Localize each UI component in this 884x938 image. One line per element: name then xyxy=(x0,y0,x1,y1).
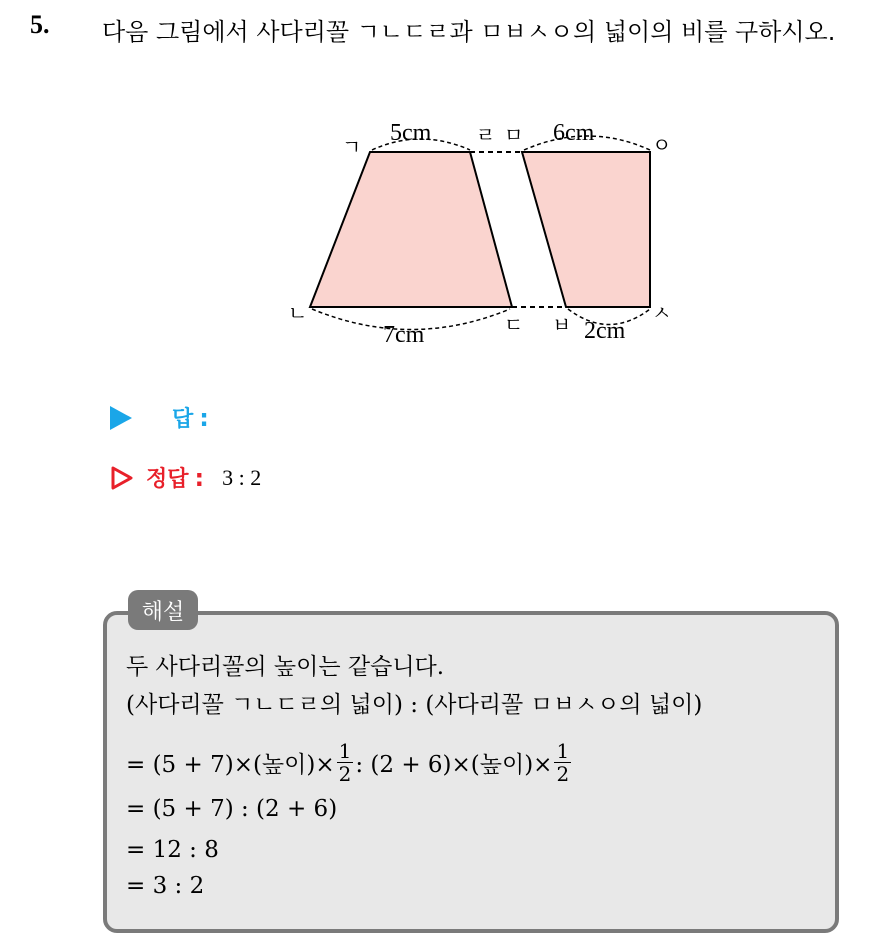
vertex-n: ㄴ xyxy=(288,301,308,325)
vertex-r: ㄹ xyxy=(476,123,496,147)
solution-line-1: 두 사다리꼴의 높이는 같습니다. xyxy=(126,654,445,680)
fraction-denominator: 2 xyxy=(338,762,352,786)
trapezoid-right xyxy=(522,152,650,307)
fraction-half xyxy=(337,740,354,785)
triangle-outline-icon xyxy=(110,465,134,491)
question-number: 5. xyxy=(30,10,50,39)
answer-row xyxy=(110,402,227,433)
vertex-d: ㄷ xyxy=(504,313,524,337)
correct-answer-row xyxy=(110,462,261,493)
fraction-denominator: 2 xyxy=(556,762,570,786)
solution-line-2: (사다리꼴 ㄱㄴㄷㄹ의 넓이) : (사다리꼴 ㅁㅂㅅㅇ의 넓이) xyxy=(126,692,703,718)
trapezoid-left xyxy=(310,152,512,307)
correct-value: 3 : 2 xyxy=(222,464,262,490)
vertex-g: ㄱ xyxy=(342,135,362,159)
solution-line-4: = (5 + 7) : (2 + 6) xyxy=(126,796,338,822)
vertex-b: ㅂ xyxy=(552,313,572,337)
vertex-s: ㅅ xyxy=(652,301,672,325)
question-text: 다음 그림에서 사다리꼴 ㄱㄴㄷㄹ과 ㅁㅂㅅㅇ의 넓이의 비를 구하시오. xyxy=(102,18,836,46)
solution-line-3 xyxy=(126,740,573,785)
length-top-right: 6cm xyxy=(553,120,595,146)
trapezoid-figure xyxy=(0,0,884,400)
length-bottom-left: 7cm xyxy=(383,322,425,348)
fraction-numerator: 1 xyxy=(338,739,352,763)
solution-line-6: = 3 : 2 xyxy=(126,873,205,899)
length-bottom-right: 2cm xyxy=(584,318,626,344)
solution-tab: 해설 xyxy=(128,590,198,630)
correct-label: 정답 xyxy=(146,467,189,492)
fraction-numerator: 1 xyxy=(556,739,570,763)
vertex-o: ㅇ xyxy=(652,133,672,157)
play-icon xyxy=(110,406,132,430)
fraction-half xyxy=(554,740,571,785)
length-top-left: 5cm xyxy=(390,120,432,146)
answer-colon: : xyxy=(199,403,209,432)
answer-label: 답 xyxy=(172,407,194,432)
solution-line-3-part-b: : (2 + 6)×(높이)× xyxy=(355,752,553,778)
vertex-m: ㅁ xyxy=(504,123,524,147)
solution-line-3-part-a: = (5 + 7)×(높이)× xyxy=(126,752,335,778)
solution-line-5: = 12 : 8 xyxy=(126,837,219,863)
correct-colon: : xyxy=(194,463,205,492)
